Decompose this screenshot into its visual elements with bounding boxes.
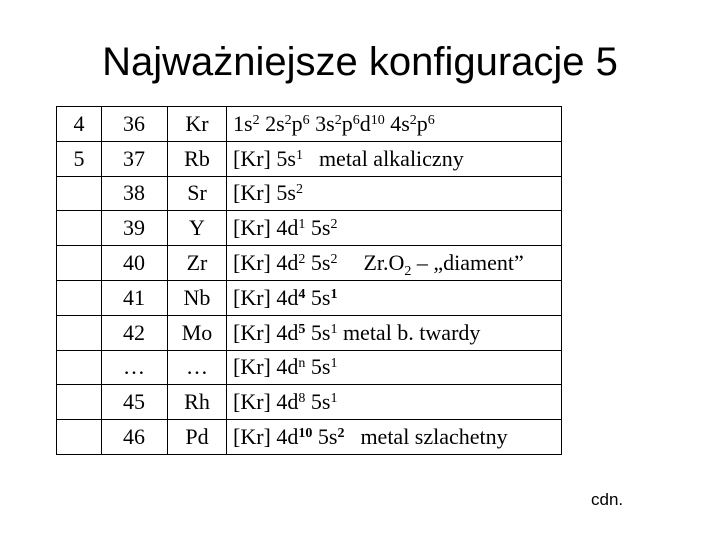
config-sup: 2 [284,112,292,128]
config-text: 5s [305,284,331,310]
element-symbol-cell: Nb [168,280,227,315]
config-text: [Kr] 5s [233,180,296,206]
config-text: [Kr] 4d [233,389,299,415]
config-text: [Kr] 5s [233,145,296,171]
config-text: d [359,110,371,136]
table-row [57,420,562,455]
config-text: p [341,110,353,136]
config-sup: 4 [298,286,306,302]
electron-config-cell [227,246,562,281]
electron-config-cell [227,350,562,385]
table-row [57,211,562,246]
config-sup: 2 [409,112,417,128]
electron-config-cell [227,315,562,350]
config-text: 5s [305,215,331,241]
period-cell [57,420,102,455]
element-symbol-cell: Mo [168,315,227,350]
element-symbol-cell: Y [168,211,227,246]
element-symbol-cell: Sr [168,176,227,211]
element-symbol-cell: Rb [168,141,227,176]
element-symbol-cell: … [168,350,227,385]
config-sup: 8 [298,391,306,407]
atomic-number-cell: 37 [102,141,168,176]
atomic-number-cell: 45 [102,385,168,420]
config-text: [Kr] 4d [233,250,299,276]
config-sup: 2 [334,112,342,128]
config-text: [Kr] 4d [233,319,299,345]
config-sup: 1 [298,217,306,233]
element-symbol-cell: Pd [168,420,227,455]
config-text: [Kr] 4d [233,354,299,380]
config-sup: 1 [295,147,303,163]
atomic-number-cell: 46 [102,420,168,455]
table-row [57,141,562,176]
period-cell [57,385,102,420]
config-text: p [416,110,428,136]
element-note: – „diament” [411,250,524,276]
electron-config-cell [227,211,562,246]
atomic-number-cell: 38 [102,176,168,211]
element-note: metal alkaliczny [318,145,464,171]
config-text: p [291,110,303,136]
slide-title: Najważniejsze konfiguracje 5 [102,40,618,84]
config-text: 5s [305,319,331,345]
config-text: [Kr] 4d [233,284,299,310]
atomic-number-cell: 41 [102,280,168,315]
configuration-table [56,106,562,455]
config-text: 5s [305,389,331,415]
config-text: 2s [259,110,285,136]
config-sup: 5 [298,321,306,337]
config-text: [Kr] 4d [233,424,299,450]
period-cell [57,280,102,315]
table-row [57,176,562,211]
atomic-number-cell: 42 [102,315,168,350]
period-cell [57,315,102,350]
element-note: metal szlachetny [360,424,508,450]
config-sup: 6 [302,112,310,128]
period-cell [57,176,102,211]
electron-config-cell [227,176,562,211]
period-cell: 4 [57,107,102,142]
config-sup: 2 [337,426,345,442]
config-sup: 10 [298,426,313,442]
config-text: [Kr] 4d [233,215,299,241]
table-row [57,246,562,281]
table-row [57,315,562,350]
element-note: Zr.O [363,250,405,276]
electron-config-cell [227,420,562,455]
config-text: 3s [309,110,335,136]
config-sup: 2 [295,182,303,198]
electron-config-cell [227,141,562,176]
atomic-number-cell: … [102,350,168,385]
config-text: 4s [384,110,410,136]
table-row [57,107,562,142]
period-cell [57,211,102,246]
config-sup: 1 [330,286,338,302]
config-sup: 2 [298,252,306,268]
table-row [57,385,562,420]
config-text: 5s [305,354,331,380]
config-sup: 10 [370,112,385,128]
config-sup: 2 [330,217,338,233]
table-row [57,280,562,315]
table-row [57,350,562,385]
config-text: 5s [305,250,331,276]
element-symbol-cell: Kr [168,107,227,142]
config-sub: 2 [404,264,412,280]
config-sup: 1 [330,356,338,372]
electron-config-cell [227,107,562,142]
config-text: 5s [312,424,338,450]
atomic-number-cell: 39 [102,211,168,246]
config-sup: 1 [330,391,338,407]
element-symbol-cell: Rh [168,385,227,420]
config-sup: n [298,356,306,372]
period-cell [57,246,102,281]
config-text: 1s [233,110,253,136]
atomic-number-cell: 36 [102,107,168,142]
electron-config-cell [227,385,562,420]
atomic-number-cell: 40 [102,246,168,281]
config-sup: 6 [427,112,435,128]
config-sup: 2 [330,252,338,268]
config-sup: 1 [330,321,338,337]
electron-config-cell [227,280,562,315]
config-sup: 6 [352,112,360,128]
period-cell [57,350,102,385]
element-note: metal b. twardy [337,319,481,345]
config-sup: 2 [252,112,260,128]
period-cell: 5 [57,141,102,176]
continuation-label: cdn. [591,490,624,509]
element-symbol-cell: Zr [168,246,227,281]
